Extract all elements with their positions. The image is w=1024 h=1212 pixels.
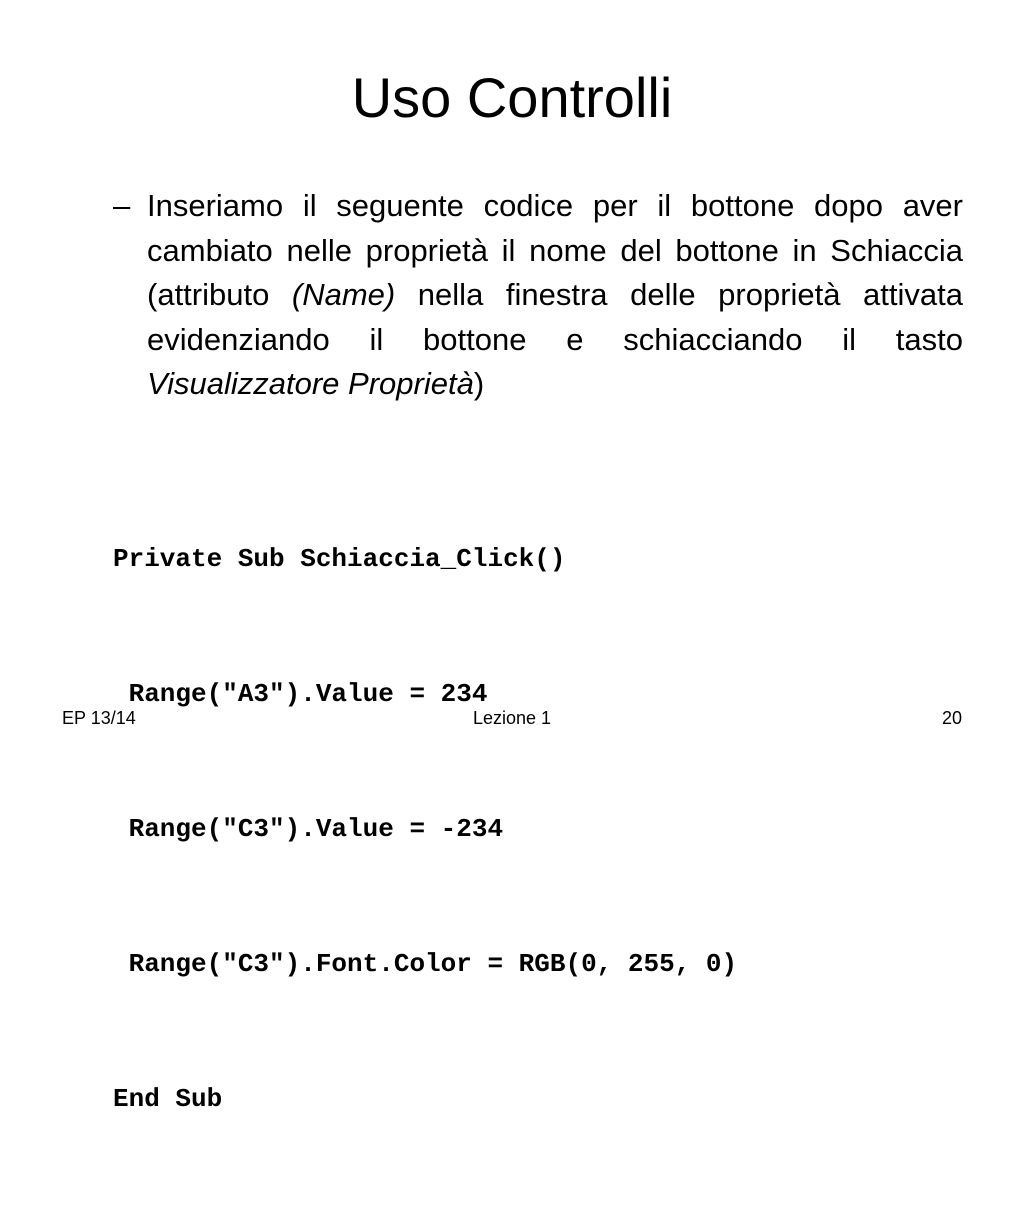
bullet-item <box>113 184 963 407</box>
bullet-name-attribute: (Name) <box>291 277 396 312</box>
code-line-range-c3-color: Range("C3").Font.Color = RGB(0, 255, 0) <box>113 949 738 979</box>
code-block <box>113 447 737 1212</box>
bullet-dash: – <box>113 188 131 223</box>
code-line-end-sub: End Sub <box>113 1084 223 1114</box>
bullet-text-intro: Inseriamo il seguente codice per il bottone dopo aver cambiato nelle proprietà il nome del bottone in Schiaccia (attributo <box>147 188 963 312</box>
footer-course: EP 13/14 <box>62 708 136 728</box>
footer-page-number: 20 <box>941 708 962 728</box>
bullet-text-end: ) <box>473 366 485 401</box>
bullet-tool-name: Visualizzatore Proprietà <box>147 366 474 401</box>
slide-title: Uso Controlli <box>351 66 673 129</box>
code-line-range-c3-value: Range("C3").Value = -234 <box>113 814 504 844</box>
footer-lesson: Lezione 1 <box>472 708 552 728</box>
code-line-sub-declaration: Private Sub Schiaccia_Click() <box>113 544 566 574</box>
bullet-text-middle: nella finestra delle proprietà attivata evidenziando il bottone e schiacciando il tasto <box>147 277 964 357</box>
bullet-text <box>147 184 963 407</box>
code-line-range-a3: Range("A3").Value = 234 <box>113 679 488 709</box>
